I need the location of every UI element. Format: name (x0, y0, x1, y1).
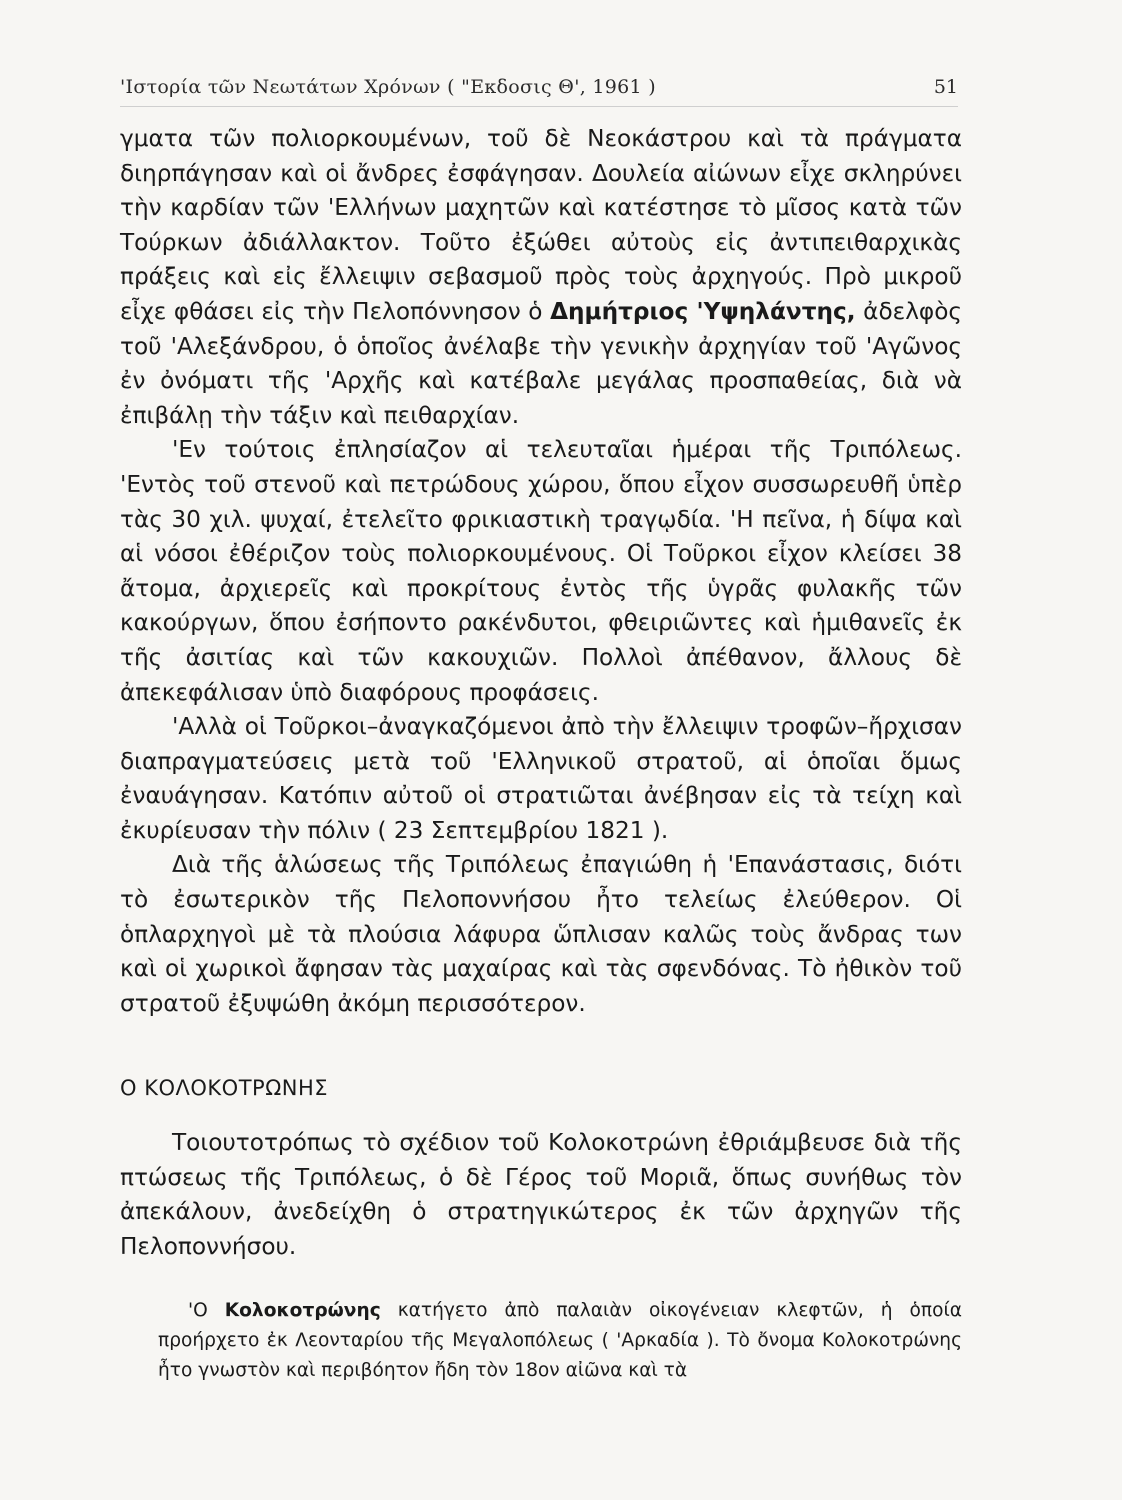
paragraph-1-text-b: ἀδελφὸς τοῦ 'Αλεξάνδρου, ὁ ὁποῖος ἀνέλαβε τὴν γενικὴν ἀρχηγίαν τοῦ 'Αγῶνος ἐν ὀνόματι τῆς 'Αρχῆς καὶ κατέβαλε μεγάλας προσπαθείας, διὰ νὰ ἐπιβάλῃ τὴν τάξιν καὶ πειθαρχίαν. (120, 297, 963, 429)
paragraph-2: 'Εν τούτοις ἐπλησίαζον αἱ τελευταῖαι ἡμέραι τῆς Τριπόλεως. 'Εντὸς τοῦ στενοῦ καὶ πετρώδους χώρου, ὅπου εἶχον συσσωρευθῆ ὑπὲρ τὰς 30 χιλ. ψυχαί, ἐτελεῖτο φρικιαστικὴ τραγῳδία. 'Η πεῖνα, ἡ δίψα καὶ αἱ νόσοι ἐθέριζον τοὺς πολιορκουμένους. Οἱ Τοῦρκοι εἶχον κλείσει 38 ἄτομα, ἀρχιερεῖς καὶ προκρίτους ἐντὸς τῆς ὑγρᾶς φυλακῆς τῶν κακούργων, ὅπου ἐσήποντο ρακένδυτοι, φθειριῶντες καὶ ἡμιθανεῖς ἐκ τῆς ἀσιτίας καὶ τῶν κακουχιῶν. Πολλοὶ ἀπέθανον, ἄλλους δὲ ἀπεκεφάλισαν ὑπὸ διαφόρους προφάσεις. (120, 436, 962, 706)
name-hypsilantis: Δημήτριος 'Υψηλάντης, (550, 297, 856, 325)
paragraph-3: 'Αλλὰ οἱ Τοῦρκοι–ἀναγκαζόμενοι ἀπὸ τὴν ἔλλειψιν τροφῶν–ἤρχισαν διαπραγματεύσεις μετὰ τοῦ 'Ελληνικοῦ στρατοῦ, αἱ ὁποῖαι ὅμως ἐναυάγησαν. Κατόπιν αὐτοῦ οἱ στρατιῶται ἀνέβησαν εἰς τὰ τείχη καὶ ἐκυρίευσαν τὴν πόλιν ( 23 Σεπτεμβρίου 1821 ). (120, 713, 962, 844)
section-text (120, 1126, 962, 1264)
page-number: 51 (933, 76, 958, 98)
running-title: 'Ιστορία τῶν Νεωτάτων Χρόνων ( "Εκδοσις Θ', 1961 ) (120, 76, 656, 98)
section-paragraph-1: Τοιουτοτρόπως τὸ σχέδιον τοῦ Κολοκοτρώνη ἐθριάμβευσε διὰ τῆς πτώσεως τῆς Τριπόλεως, ὁ δὲ Γέρος τοῦ Μοριᾶ, ὅπως συνήθως τὸν ἀπεκάλουν, ἀνεδείχθη ὁ στρατηγικώτερος ἐκ τῶν ἀρχηγῶν τῆς Πελοποννήσου. (120, 1129, 962, 1260)
footnote-paragraph (158, 1296, 962, 1386)
paragraph-4: Διὰ τῆς ἁλώσεως τῆς Τριπόλεως ἐπαγιώθη ἡ 'Επανάστασις, διότι τὸ ἐσωτερικὸν τῆς Πελοποννήσου ἦτο τελείως ἐλεύθερον. Οἱ ὁπλαρχηγοὶ μὲ τὰ πλούσια λάφυρα ὥπλισαν καλῶς τοὺς ἄνδρας των καὶ οἱ χωρικοὶ ἄφησαν τὰς μαχαίρας καὶ τὰς σφενδόνας. Τὸ ἠθικὸν τοῦ στρατοῦ ἐξυψώθη ἀκόμη περισσότερον. (120, 851, 962, 1017)
running-header (120, 70, 958, 107)
paragraph-1-text-a: γματα τῶν πολιορκουμένων, τοῦ δὲ Νεοκάστρου καὶ τὰ πράγματα διηρπάγησαν καὶ οἱ ἄνδρες ἐσφάγησαν. Δουλεία αἰώνων εἶχε σκληρύνει τὴν καρδίαν τῶν 'Ελλήνων μαχητῶν καὶ κατέστησε τὸ μῖσος κατὰ τῶν Τούρκων ἀδιάλλακτον. Τοῦτο ἐξώθει αὐτοὺς εἰς ἀντιπειθαρχικὰς πράξεις καὶ εἰς ἔλλειψιν σεβασμοῦ πρὸς τοὺς ἀρχηγούς. Πρὸ μικροῦ εἶχε φθάσει εἰς τὴν Πελοπόννησον ὁ (120, 125, 962, 325)
section-heading: Ο ΚΟΛΟΚΟΤΡΩΝΗΣ (120, 1076, 329, 1100)
footnote-text: κατήγετο ἀπὸ παλαιὰν οἰκογένειαν κλεφτῶν, ἡ ὁποία προήρχετο ἐκ Λεονταρίου τῆς Μεγαλοπόλεως ( 'Αρκαδία ). Τὸ ὄνομα Κολοκοτρώνης ἦτο γνωστὸν καὶ περιβόητον ἤδη τὸν 18ον αἰῶνα καὶ τὰ (158, 1300, 962, 1381)
footnote (158, 1296, 962, 1386)
footnote-name: Κολοκοτρώνης (224, 1300, 381, 1321)
paragraph-1 (120, 122, 962, 433)
main-text (120, 122, 962, 1021)
footnote-lead: 'Ο (188, 1300, 225, 1321)
